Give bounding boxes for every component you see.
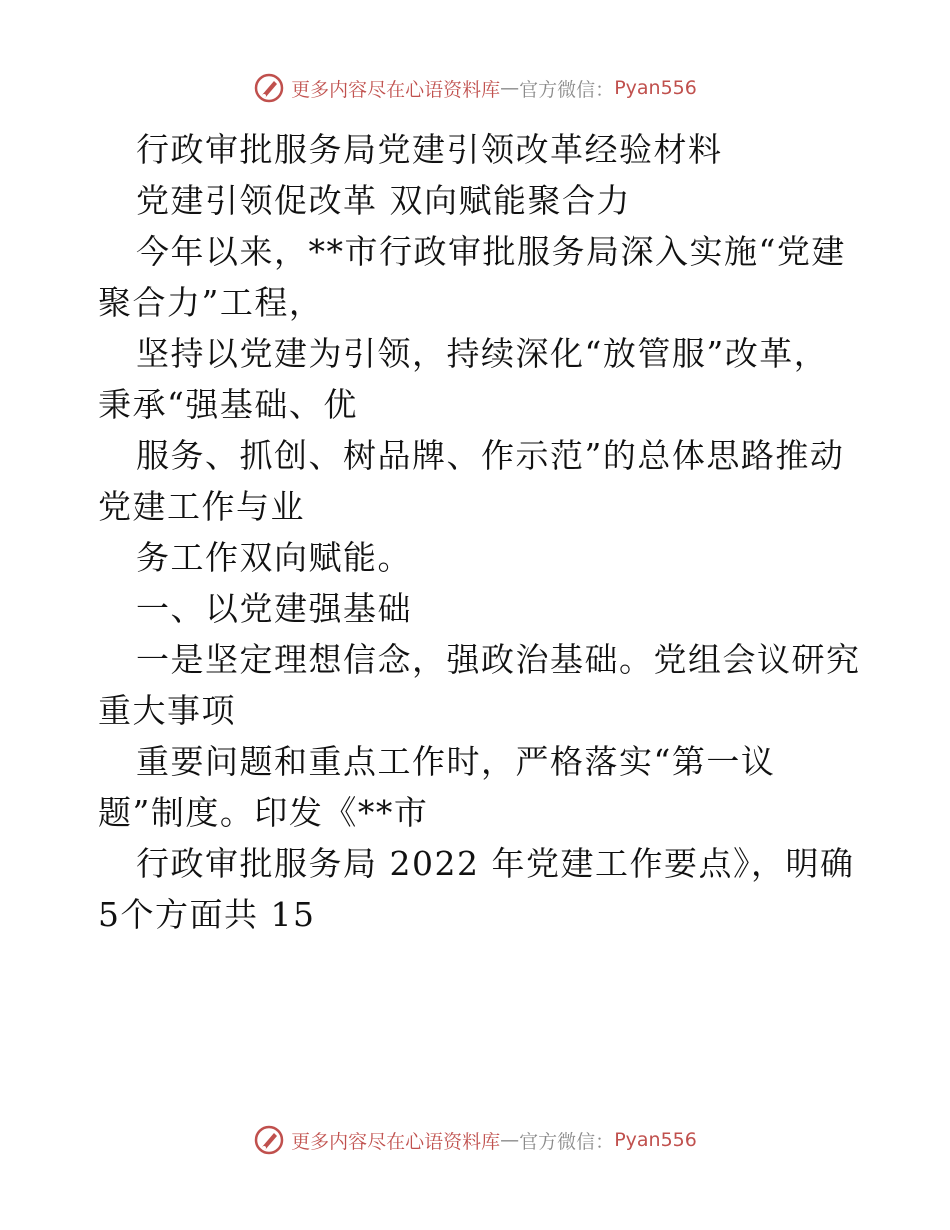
watermark-separator: — <box>500 1129 520 1151</box>
paragraph-line: 今年以来，**市行政审批服务局深入实施“党建 <box>136 232 846 271</box>
watermark-header <box>0 72 950 104</box>
watermark-main-text: 更多内容尽在心语资料库 <box>291 78 501 101</box>
document-body <box>98 124 861 940</box>
watermark-footer <box>0 1124 950 1156</box>
section-heading: 一、以党建强基础 <box>136 589 412 628</box>
watermark-main-text: 更多内容尽在心语资料库 <box>291 1130 501 1153</box>
watermark-wechat-id: Pyan556 <box>614 1129 697 1151</box>
document-title: 行政审批服务局党建引领改革经验材料 <box>136 130 723 169</box>
paragraph-line: 坚持以党建为引领，持续深化“放管服”改革， <box>136 334 829 373</box>
watermark-wechat-label: 官方微信： <box>519 1130 615 1153</box>
paragraph-line: 聚合力”工程， <box>98 283 324 322</box>
paragraph-line: 5个方面共 15 <box>98 895 316 934</box>
paragraph-line: 服务、抓创、树品牌、作示范”的总体思路推动 <box>136 436 845 475</box>
document-subtitle: 党建引领促改革 双向赋能聚合力 <box>136 181 631 220</box>
paragraph-line: 重大事项 <box>98 691 236 730</box>
paragraph-line: 行政审批服务局 2022 年党建工作要点》，明确 <box>136 844 855 883</box>
paragraph-line: 重要问题和重点工作时，严格落实“第一议 <box>136 742 776 781</box>
paragraph-line: 党建工作与业 <box>98 487 305 526</box>
watermark-separator: — <box>500 77 520 99</box>
watermark-wechat-label: 官方微信： <box>519 78 615 101</box>
paragraph-line: 秉承“强基础、优 <box>98 385 358 424</box>
pen-logo-icon <box>253 72 285 104</box>
pen-logo-icon <box>253 1124 285 1156</box>
paragraph-line: 一是坚定理想信念，强政治基础。党组会议研究 <box>136 640 861 679</box>
paragraph-line: 题”制度。印发《**市 <box>98 793 429 832</box>
paragraph-line: 务工作双向赋能。 <box>136 538 412 577</box>
watermark-wechat-id: Pyan556 <box>614 77 697 99</box>
